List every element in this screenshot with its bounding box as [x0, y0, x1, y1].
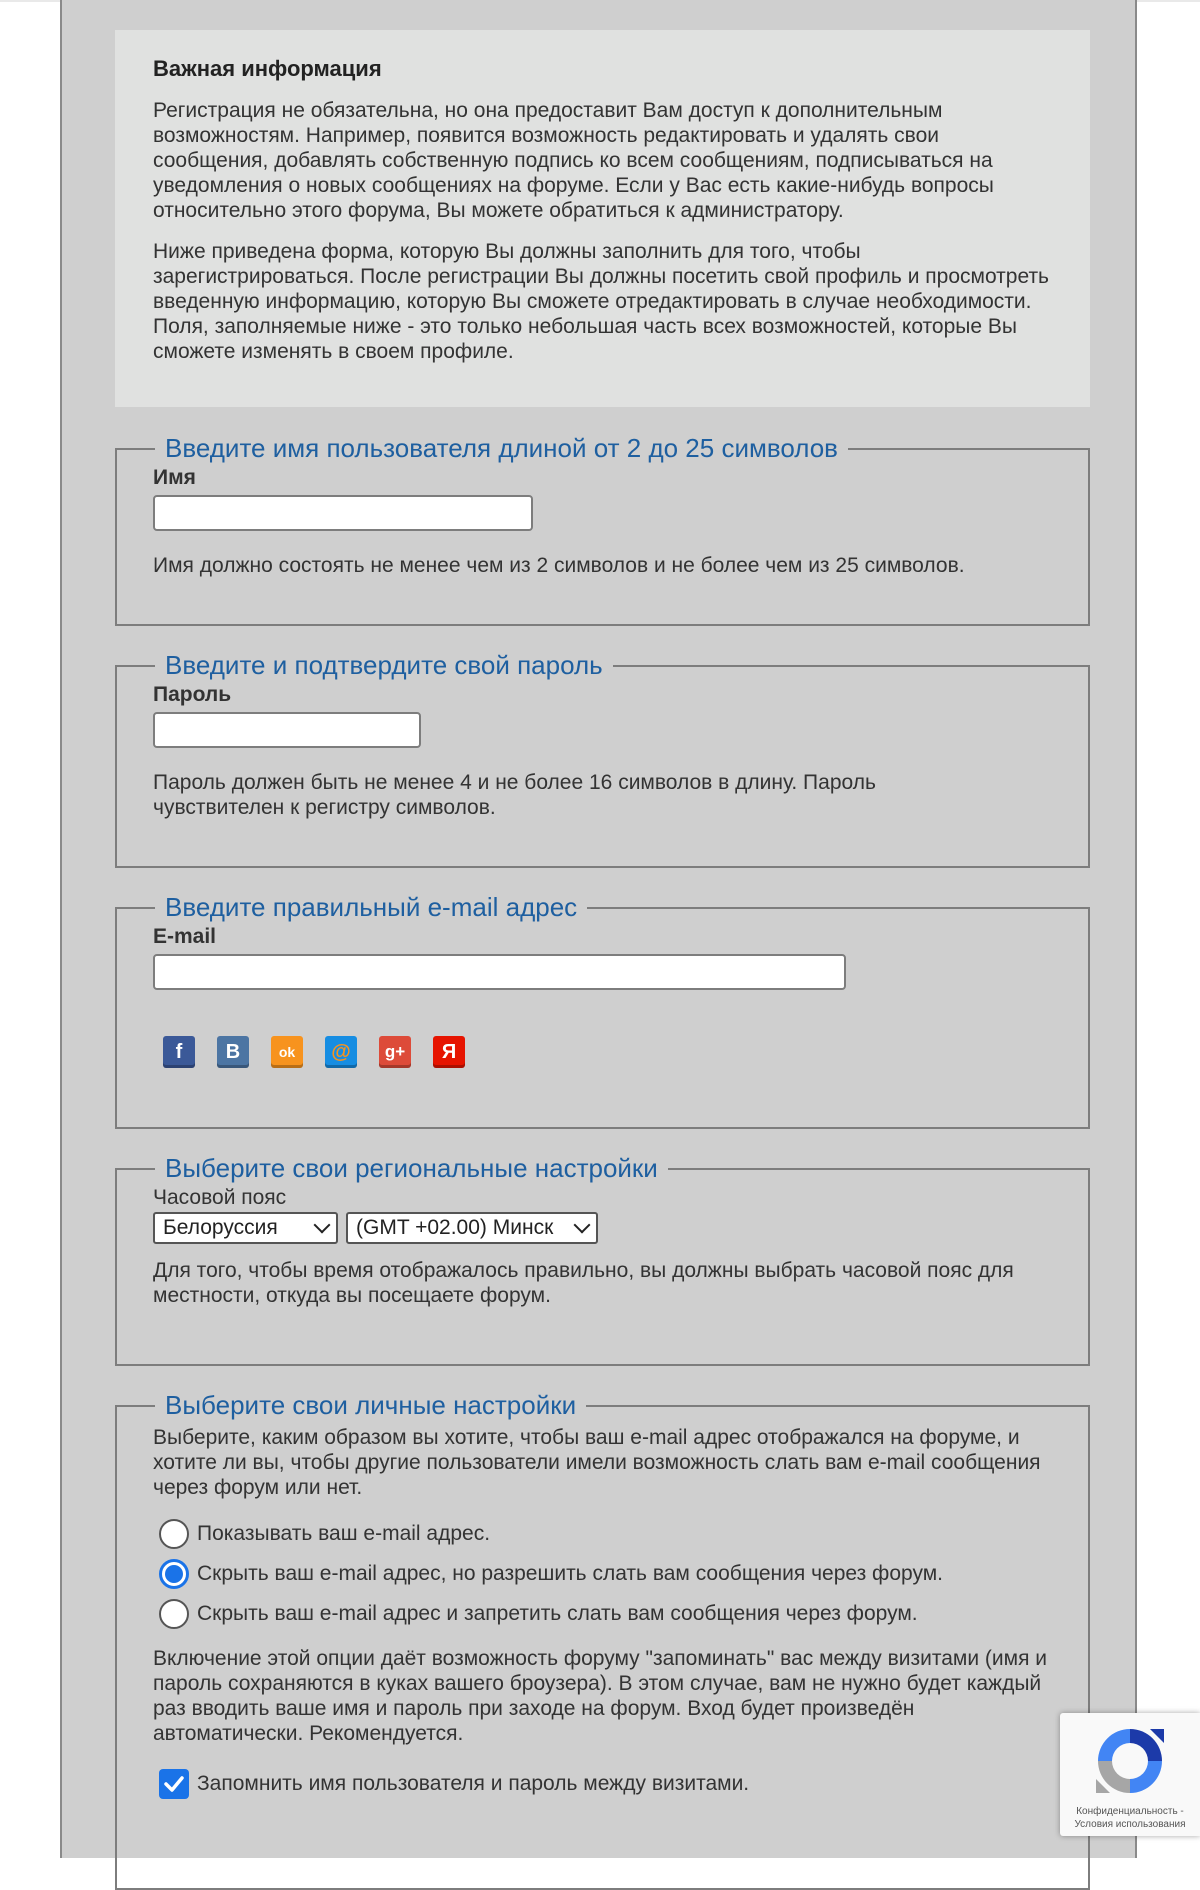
checkmark-icon [163, 1773, 185, 1795]
timezone-label: Часовой пояс [153, 1186, 287, 1209]
recaptcha-terms-link[interactable]: Условия использования [1074, 1819, 1186, 1830]
remember-checkbox-row[interactable] [159, 1764, 1052, 1804]
remember-description: Включение этой опции даёт возможность форуму "запоминать" вас между визитами (имя и пароль сохраняются в куках вашего броузера). В этом случае, вам не нужно будет каждый раз вводить ваше имя и пароль при заходе на форум. Вход будет произведён автоматически. Рекомендуется. [153, 1647, 1048, 1745]
email-input[interactable] [153, 954, 846, 990]
remember-checkbox-label: Запомнить имя пользователя и пароль между визитами. [197, 1772, 750, 1795]
radio-label: Показывать ваш e-mail адрес. [197, 1522, 491, 1545]
radio-option-show[interactable] [159, 1514, 1052, 1554]
radio-button[interactable] [159, 1599, 189, 1629]
chevron-down-icon [574, 1217, 591, 1234]
recaptcha-icon [1090, 1721, 1170, 1801]
recaptcha-privacy-link[interactable]: Конфиденциальность [1076, 1806, 1178, 1817]
email-visibility-options [153, 1514, 1052, 1634]
password-fieldset [115, 650, 1090, 868]
forum-page [60, 0, 1137, 1858]
mailru-icon[interactable]: @ [325, 1036, 357, 1068]
radio-label: Скрыть ваш e-mail адрес и запретить слать вам сообщения через форум. [197, 1602, 918, 1625]
password-hint: Пароль должен быть не менее 4 и не более 16 символов в длину. Пароль чувствителен к регистру символов. [153, 771, 876, 819]
important-info-box [115, 30, 1090, 407]
password-label: Пароль [153, 683, 232, 706]
username-label: Имя [153, 466, 196, 489]
radio-option-hide-deny[interactable] [159, 1594, 1052, 1634]
password-legend: Введите и подтвердите свой пароль [165, 650, 603, 680]
recaptcha-links: Конфиденциальность - Условия использования [1074, 1806, 1186, 1830]
timezone-hint: Для того, чтобы время отображалось правильно, вы должны выбрать часовой пояс для местности, откуда вы посещаете форум. [153, 1259, 1014, 1307]
radio-label: Скрыть ваш e-mail адрес, но разрешить слать вам сообщения через форум. [197, 1562, 943, 1585]
username-hint: Имя должно состоять не менее чем из 2 символов и не более чем из 25 символов. [153, 554, 965, 577]
email-fieldset [115, 892, 1090, 1129]
timezone-select-value: (GMT +02.00) Минск [356, 1216, 554, 1239]
radio-option-hide-allow[interactable] [159, 1554, 1052, 1594]
facebook-icon[interactable]: f [163, 1036, 195, 1068]
region-legend: Выберите свои региональные настройки [165, 1153, 658, 1183]
yandex-icon[interactable]: Я [433, 1036, 465, 1068]
google-plus-icon[interactable]: g+ [379, 1036, 411, 1068]
timezone-selects [153, 1212, 1052, 1244]
vk-icon[interactable]: В [217, 1036, 249, 1068]
timezone-select[interactable] [346, 1212, 598, 1244]
info-title: Важная информация [153, 56, 382, 81]
info-paragraph-1: Регистрация не обязательна, но она предоставит Вам доступ к дополнительным возможностям. Например, появится возможность редактировать и удалять свои сообщения, добавлять собственную подпись ко всем сообщениям, подписываться на уведомления о новых сообщениях на форуме. Если у Вас есть какие-нибудь вопросы относительно этого форума, Вы можете обратиться к администратору. [153, 99, 994, 222]
region-fieldset [115, 1153, 1090, 1366]
personal-intro: Выберите, каким образом вы хотите, чтобы ваш e-mail адрес отображался на форуме, и хотите ли вы, чтобы другие пользователи имели возможность слать вам e-mail сообщения через форум или нет. [153, 1426, 1041, 1499]
radio-button-selected[interactable] [159, 1559, 189, 1589]
remember-checkbox[interactable] [159, 1769, 189, 1799]
chevron-down-icon [314, 1217, 331, 1234]
username-legend: Введите имя пользователя длиной от 2 до 25 символов [165, 433, 838, 463]
social-login-icons [163, 1036, 1052, 1068]
odnoklassniki-icon[interactable]: ok [271, 1036, 303, 1068]
username-input[interactable] [153, 495, 533, 531]
password-input[interactable] [153, 712, 421, 748]
email-label: E-mail [153, 925, 217, 948]
radio-button[interactable] [159, 1519, 189, 1549]
recaptcha-badge[interactable] [1060, 1713, 1200, 1836]
country-select[interactable] [153, 1212, 338, 1244]
username-fieldset [115, 433, 1090, 626]
personal-fieldset [115, 1390, 1090, 1890]
personal-legend: Выберите свои личные настройки [165, 1390, 577, 1420]
email-legend: Введите правильный e-mail адрес [165, 892, 578, 922]
info-paragraph-2: Ниже приведена форма, которую Вы должны заполнить для того, чтобы зарегистрироваться. После регистрации Вы должны посетить свой профиль и просмотреть введенную информацию, которую Вы сможете отредактировать в случае необходимости. Поля, заполняемые ниже - это только небольшая часть всех возможностей, которые Вы сможете изменять в своем профиле. [153, 240, 1049, 363]
country-select-value: Белоруссия [163, 1216, 278, 1239]
